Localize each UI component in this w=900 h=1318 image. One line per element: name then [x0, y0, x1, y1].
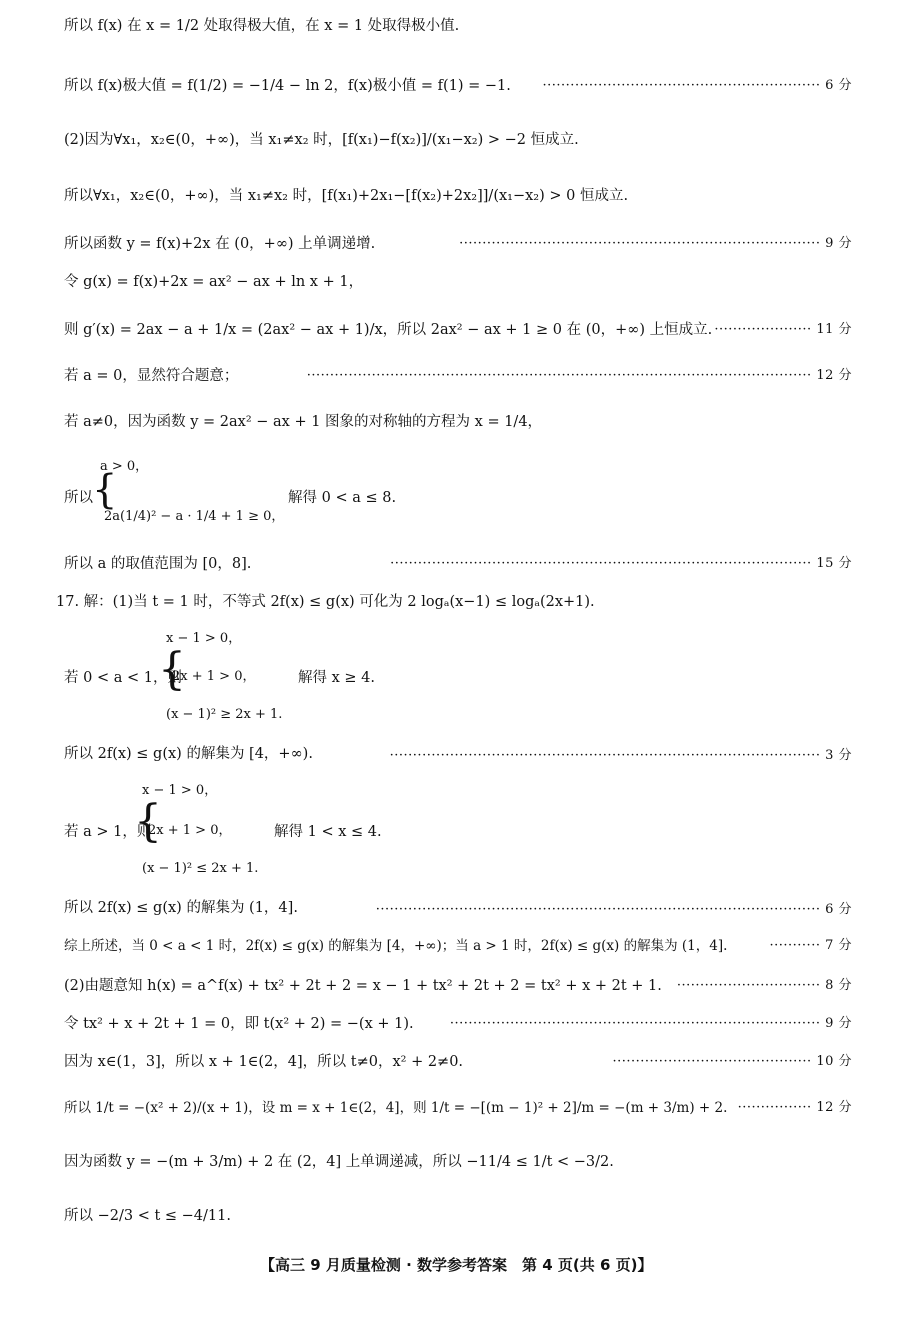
problem-17-start: 17. 解：(1)当 t = 1 时，不等式 2f(x) ≤ g(x) 可化为 2 logₐ(x−1) ≤ logₐ(2x+1).	[56, 594, 595, 610]
line-part2-condition: (2)因为∀x₁，x₂∈(0，+∞)，当 x₁≠x₂ 时，[f(x₁)−f(x₂)]/(x₁−x₂) > −2 恒成立.	[64, 132, 579, 148]
line-range-a: 所以 a 的取值范围为 [0，8].	[64, 556, 252, 572]
system-c-line3: (x − 1)² ≤ 2x + 1.	[142, 861, 259, 876]
score-line-11: ··························································································· 15 分	[390, 556, 852, 571]
line-extremum-values: 所以 f(x)极大值 = f(1/2) = −1/4 − ln 2，f(x)极小值 = f(1) = −1.	[64, 78, 511, 94]
system-b-label: 若 0 < a < 1，则	[64, 670, 182, 686]
score-line-14: ····························································································· 3 分	[389, 748, 852, 763]
system-a-line2: 2a(1/4)² − a · 1/4 + 1 ≥ 0，	[104, 509, 285, 524]
line-summary: 综上所述，当 0 < a < 1 时，2f(x) ≤ g(x) 的解集为 [4，+∞)；当 a > 1 时，2f(x) ≤ g(x) 的解集为 (1，4].	[64, 938, 728, 954]
system-a-label: 所以	[64, 490, 93, 506]
line-zero-eq: 令 tx² + x + 2t + 1 = 0，即 t(x² + 2) = −(x + 1).	[64, 1016, 414, 1032]
score-line-5: ·············································································· 9 分	[459, 236, 852, 251]
line-part2-h: (2)由题意知 h(x) = a^f(x) + tx² + 2t + 2 = x − 1 + tx² + 2t + 2 = tx² + x + 2t + 1.	[64, 978, 662, 994]
line-extremum-points: 所以 f(x) 在 x = 1/2 处取得极大值，在 x = 1 处取得极小值.	[64, 18, 460, 34]
system-c-line1: x − 1 > 0，	[142, 783, 218, 798]
score-line-18: ······························· 8 分	[676, 978, 852, 993]
line-substitution: 所以 1/t = −(x² + 2)/(x + 1)，设 m = x + 1∈(2，4]，则 1/t = −[(m − 1)² + 2]/m = −(m + 3/m) + 2.	[64, 1100, 728, 1116]
system-a-line1: a > 0，	[100, 459, 149, 474]
brace-left-icon: {	[92, 467, 118, 513]
score-line-17: ··········· 7 分	[769, 938, 852, 953]
line-transformed-condition: 所以∀x₁，x₂∈(0，+∞)，当 x₁≠x₂ 时，[f(x₁)+2x₁−[f(x₂)+2x₂]]/(x₁−x₂) > 0 恒成立.	[64, 188, 629, 204]
line-derivative-g: 则 g′(x) = 2ax − a + 1/x = (2ax² − ax + 1)/x，所以 2ax² − ax + 1 ≥ 0 在 (0，+∞) 上恒成立.	[64, 322, 713, 338]
system-c-line2: 2x + 1 > 0，	[148, 823, 232, 838]
score-line-19: ················································································ 9 分	[449, 1016, 852, 1031]
system-a-solution: 解得 0 < a ≤ 8.	[288, 490, 397, 506]
system-b-line2: 2x + 1 > 0，	[172, 669, 256, 684]
system-c-label: 若 a > 1，则	[64, 824, 152, 840]
score-line-21: ················ 12 分	[737, 1100, 852, 1115]
line-solution-set-2: 所以 2f(x) ≤ g(x) 的解集为 (1，4].	[64, 900, 298, 916]
line-monotonic-decreasing: 因为函数 y = −(m + 3/m) + 2 在 (2，4] 上单调递减，所以 −11/4 ≤ 1/t < −3/2.	[64, 1154, 614, 1170]
line-final-range: 所以 −2/3 < t ≤ −4/11.	[64, 1208, 231, 1224]
system-b-solution: 解得 x ≥ 4.	[298, 670, 375, 686]
score-line-8: ············································································································· 12 分	[306, 368, 852, 383]
brace-left-icon: {	[134, 796, 162, 847]
score-line-20: ··········································· 10 分	[612, 1054, 852, 1069]
brace-left-icon: {	[158, 644, 186, 695]
score-line-16: ································································································ 6 分	[375, 902, 852, 917]
line-case-a-nonzero: 若 a≠0，因为函数 y = 2ax² − ax + 1 图象的对称轴的方程为 x = 1/4，	[64, 414, 543, 430]
line-solution-set-1: 所以 2f(x) ≤ g(x) 的解集为 [4，+∞).	[64, 746, 313, 762]
page-footer: 【高三 9 月质量检测 · 数学参考答案 第 4 页(共 6 页)】	[260, 1256, 653, 1274]
score-line-2: ···························································· 6 分	[542, 78, 852, 93]
line-monotonic: 所以函数 y = f(x)+2x 在 (0，+∞) 上单调递增.	[64, 236, 376, 252]
line-case-a-zero: 若 a = 0，显然符合题意；	[64, 368, 239, 384]
score-line-7: ····················· 11 分	[714, 322, 852, 337]
system-b-line3: (x − 1)² ≥ 2x + 1.	[166, 707, 283, 722]
system-b-line1: x − 1 > 0，	[166, 631, 242, 646]
line-domain: 因为 x∈(1，3]，所以 x + 1∈(2，4]，所以 t≠0，x² + 2≠0.	[64, 1054, 464, 1070]
system-c-solution: 解得 1 < x ≤ 4.	[274, 824, 382, 840]
line-define-g: 令 g(x) = f(x)+2x = ax² − ax + ln x + 1，	[64, 274, 364, 290]
